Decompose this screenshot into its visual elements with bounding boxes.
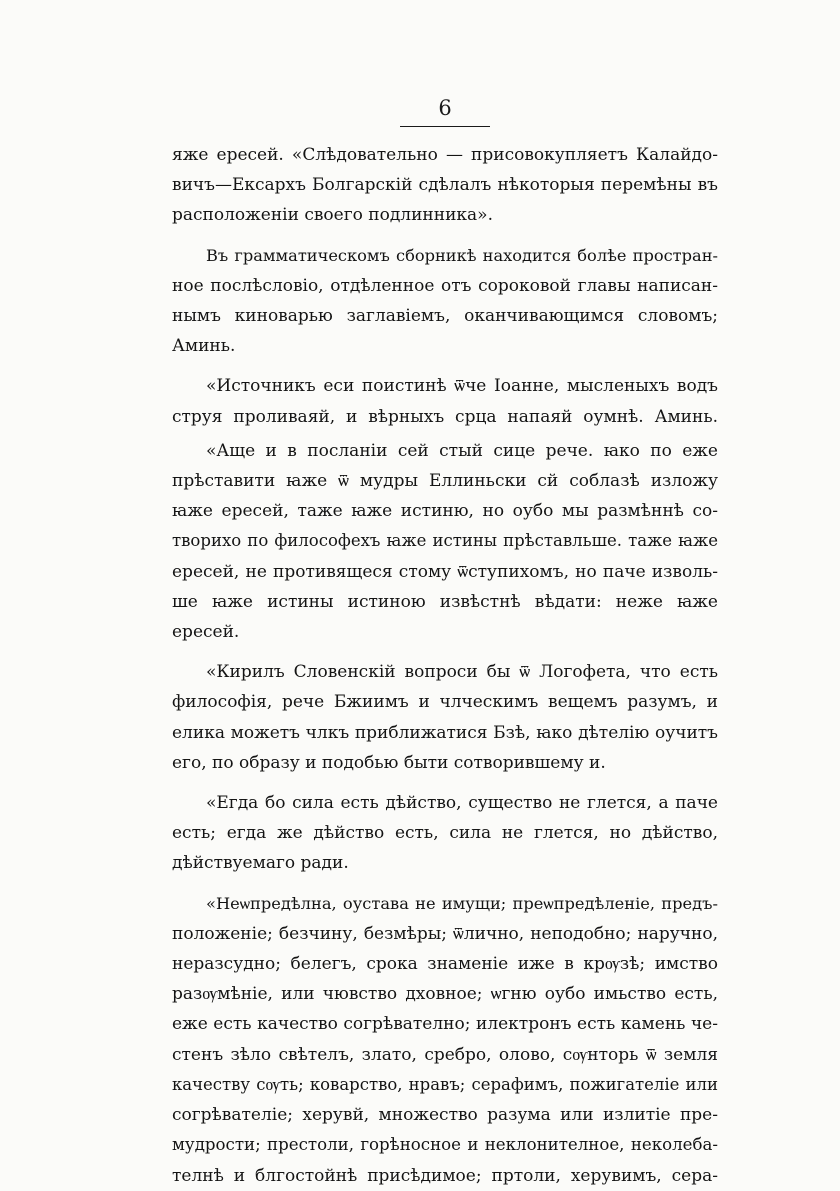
text-line: «Егда бо сила есть дѣйство, существо не глется, а паче	[206, 793, 718, 814]
text-line: еже есть качество согрѣвателно; илектронъ есть камень че-	[172, 1014, 718, 1035]
text-line: «Кирилъ Словенскій вопроси бы ѿ Логофета, что есть	[206, 662, 718, 683]
paragraph	[172, 241, 718, 362]
text-line: дѣйствуемаго ради.	[172, 853, 349, 874]
text-line: яже ересей. «Слѣдовательно — присовокупляетъ Калайдо-	[172, 145, 718, 165]
text-line: положеніе; безчину, безмѣры; ѿлично, неподобно; наручно,	[172, 923, 718, 944]
text-line: расположеніи своего подлинника».	[172, 205, 493, 226]
text-line: «Неѡпредѣлна, оустава не имущи; преѡпредѣленіе, предъ-	[206, 893, 718, 913]
text-line: есть; егда же дѣйство есть, сила не глется, но дѣйство,	[172, 823, 718, 844]
text-line: философія, рече Бжиимъ и члческимъ вещемъ разумъ, и	[172, 692, 718, 713]
paragraph	[172, 889, 718, 1191]
paragraph	[172, 371, 718, 431]
text-line: ное послѣсловіо, отдѣленное отъ сороковой главы написан-	[172, 275, 718, 296]
text-line: ше ꙗже истины истиною извѣстнѣ вѣдати: неже ꙗже	[172, 591, 718, 612]
text-line: стенъ зѣло свѣтелъ, злато, сребро, олово, сѹнторь ѿ земля	[172, 1044, 718, 1065]
paragraph	[172, 140, 718, 231]
text-line: вичъ—Ексархъ Болгарскій сдѣлалъ нѣкоторыя перемѣны въ	[172, 175, 718, 196]
text-line: Въ грамматическомъ сборникѣ находится болѣе простран-	[206, 245, 718, 265]
text-line: «Аще и в посланіи сей стый сице рече. ꙗко по еже	[206, 440, 718, 461]
text-line: «Источникъ еси поистинѣ ѿче Іоанне, мысленыхъ водъ	[206, 376, 718, 397]
text-line: Аминь.	[172, 336, 236, 357]
page-number: 6	[400, 96, 490, 127]
text-line: мудрости; престоли, горѣносное и неклонителное, неколеба-	[172, 1135, 718, 1155]
text-line: струя проливаяй, и вѣрныхъ срца напаяй оумнѣ. Аминь.	[172, 406, 718, 427]
text-line: разѹмѣніе, или чювство дховное; ѡгню оубо имьство есть,	[172, 984, 718, 1005]
text-line: прѣставити ꙗже ѿ мудры Еллиньски сй соблазѣ изложу	[172, 471, 718, 492]
text-line: нымъ киноварью заглавіемъ, оканчивающимся словомъ;	[172, 306, 718, 327]
text-line: телнѣ и блгостойнѣ присѣдимое; пртоли, херувимъ, сера-	[172, 1165, 718, 1186]
text-line: неразсудно; белегъ, срока знаменіе иже в крѹзѣ; имство	[172, 954, 718, 975]
body-text	[172, 140, 718, 1191]
text-line: ꙗже ересей, таже ꙗже истиню, но оубо мы размѣннѣ со-	[172, 501, 718, 522]
paragraph	[172, 788, 718, 879]
text-line: ересей, не противящеся стому ѿступихомъ, но паче изволь-	[172, 561, 718, 582]
text-line: согрѣвателіе; херувй, множество разума или излитіе пре-	[172, 1105, 718, 1126]
text-line: ересей.	[172, 622, 240, 643]
text-line: качеству сѹть; коварство, нравъ; серафимъ, пожигателіе или	[172, 1074, 718, 1094]
paragraph	[172, 436, 718, 647]
paragraph	[172, 657, 718, 778]
text-line: его, по образу и подобью быти сотворившему и.	[172, 752, 606, 773]
text-line: елика можетъ члкъ приближатися Бзѣ, ꙗко дѣтелію оучитъ	[172, 722, 718, 743]
text-line: творихо по философехъ ꙗже истины прѣставльше. таже ꙗже	[172, 531, 718, 551]
